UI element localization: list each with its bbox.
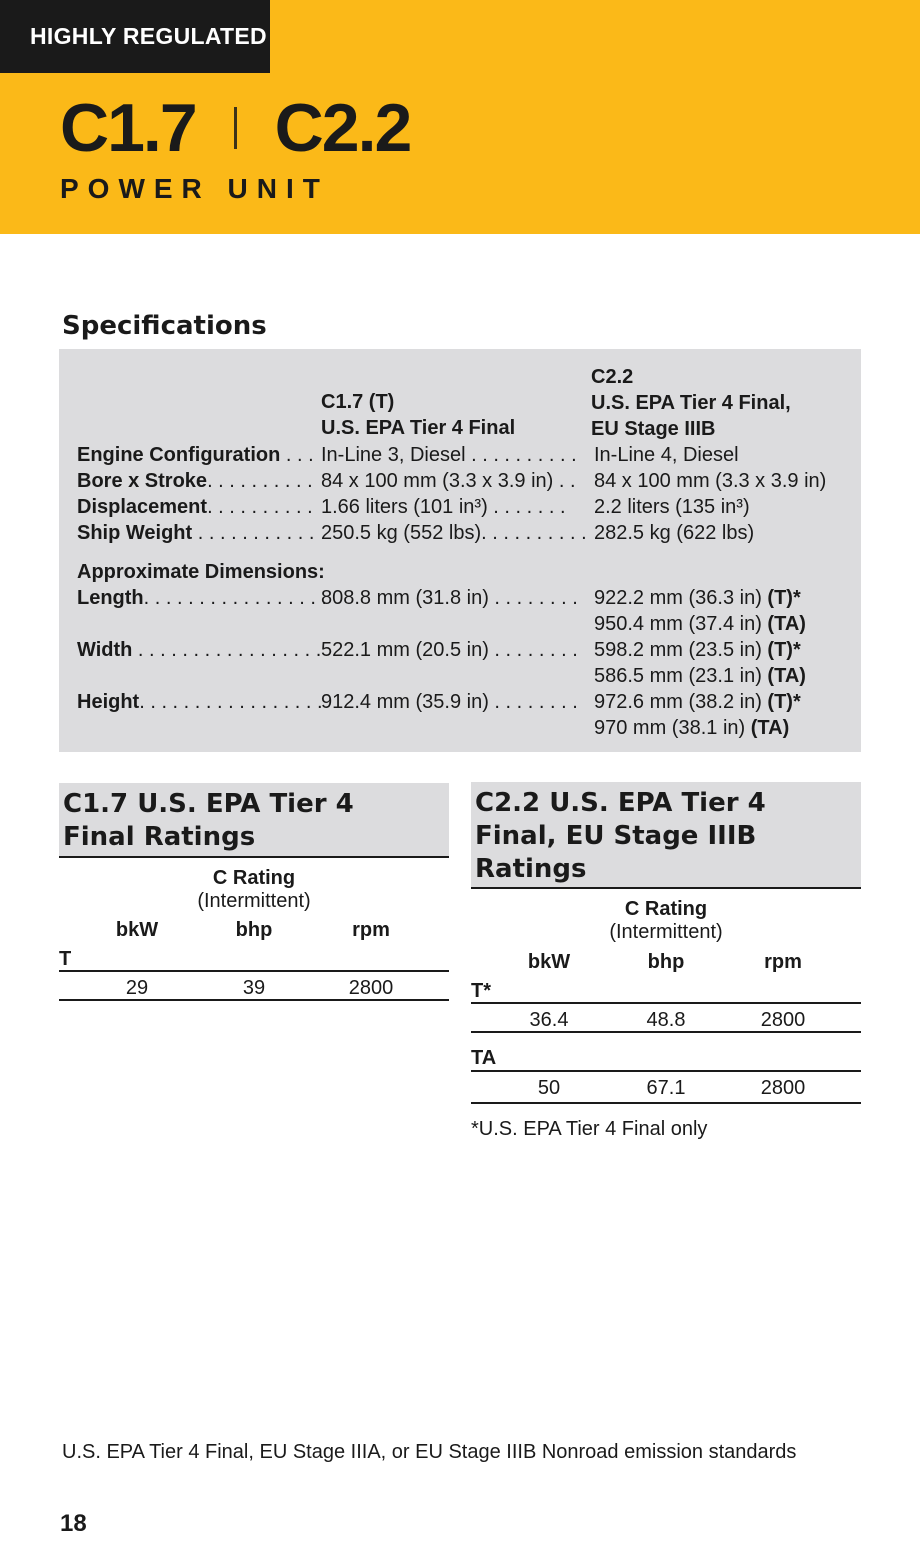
value-rpm: 2800 [348, 977, 394, 999]
value-rpm: 2800 [760, 1077, 806, 1099]
value-bkw: 29 [125, 977, 149, 999]
c22-rating-sub: (Intermittent) [609, 921, 723, 943]
spec-row: Displacement. . . . . . . . . . [77, 496, 313, 518]
value-bkw: 36.4 [529, 1009, 569, 1031]
dim-value: 522.1 mm (20.5 in) . . . . . . . . [321, 639, 578, 661]
spec-value: 1.66 liters (101 in³) . . . . . . . [321, 496, 566, 518]
c17-header-line1: C1.7 (T) [321, 391, 395, 413]
dim-row: Width . . . . . . . . . . . . . . . . . [77, 639, 322, 661]
c22-ratings-heading: C2.2 U.S. EPA Tier 4 Final, EU Stage IIIB Ratings [471, 782, 861, 887]
model-c22: C2.2 [274, 90, 411, 166]
spec-row: Engine Configuration . . . [77, 444, 314, 466]
value-bkw: 50 [537, 1077, 561, 1099]
spec-value: In-Line 4, Diesel [594, 444, 739, 466]
c17-header-line2: U.S. EPA Tier 4 Final [321, 417, 516, 439]
dim-value: 972.6 mm (38.2 in) (T)* [594, 691, 801, 713]
group-label: T* [471, 980, 491, 1002]
spec-row: Ship Weight . . . . . . . . . . . [77, 522, 315, 544]
spec-value: 250.5 kg (552 lbs). . . . . . . . . . [321, 522, 587, 544]
divider [471, 1002, 861, 1004]
c22-header-line2: U.S. EPA Tier 4 Final, [591, 392, 791, 414]
group-label: TA [471, 1047, 497, 1069]
c17-rating-sub: (Intermittent) [197, 890, 311, 912]
dim-value: 586.5 mm (23.1 in) (TA) [594, 665, 806, 687]
spec-value: In-Line 3, Diesel . . . . . . . . . . [321, 444, 577, 466]
c17-rating-label: C Rating [212, 867, 296, 889]
dim-value: 950.4 mm (37.4 in) (TA) [594, 613, 806, 635]
dim-value: 922.2 mm (36.3 in) (T)* [594, 587, 801, 609]
specifications-table [59, 349, 861, 752]
spec-row: Bore x Stroke. . . . . . . . . . [77, 470, 313, 492]
dim-value: 808.8 mm (31.8 in) . . . . . . . . [321, 587, 578, 609]
group-label: T [59, 948, 72, 970]
model-c17: C1.7 [60, 90, 196, 166]
divider [471, 1031, 861, 1033]
value-rpm: 2800 [760, 1009, 806, 1031]
dim-value: 970 mm (38.1 in) (TA) [594, 717, 790, 739]
col-header-rpm: rpm [764, 951, 802, 973]
c22-header-line1: C2.2 [591, 366, 634, 388]
divider [471, 887, 861, 889]
spec-value: 84 x 100 mm (3.3 x 3.9 in) [594, 470, 827, 492]
c17-ratings-heading: C1.7 U.S. EPA Tier 4 Final Ratings [59, 783, 449, 856]
divider [59, 999, 449, 1001]
highly-regulated-tag: HIGHLY REGULATED [0, 0, 270, 73]
spec-value: 84 x 100 mm (3.3 x 3.9 in) . . [321, 470, 576, 492]
value-bhp: 67.1 [646, 1077, 686, 1099]
col-header-bhp: bhp [235, 919, 273, 941]
c22-rating-label: C Rating [624, 898, 708, 920]
divider [471, 1102, 861, 1104]
col-header-rpm: rpm [352, 919, 390, 941]
page-number: 18 [60, 1510, 87, 1537]
spec-value: 2.2 liters (135 in³) [594, 496, 750, 518]
c22-header-line3: EU Stage IIIB [591, 418, 716, 440]
value-bhp: 39 [242, 977, 266, 999]
divider [59, 856, 449, 858]
page-subtitle: POWER UNIT [60, 173, 329, 204]
value-bhp: 48.8 [646, 1009, 686, 1031]
title-divider [234, 107, 237, 149]
divider [59, 970, 449, 972]
dim-row: Height. . . . . . . . . . . . . . . . . [77, 691, 323, 713]
col-header-bkw: bkW [115, 919, 159, 941]
emission-standards-note: U.S. EPA Tier 4 Final, EU Stage IIIA, or EU Stage IIIB Nonroad emission standards [62, 1441, 797, 1463]
spec-value: 282.5 kg (622 lbs) [594, 522, 755, 544]
ratings-footnote: *U.S. EPA Tier 4 Final only [471, 1118, 708, 1140]
dimensions-heading: Approximate Dimensions: [77, 561, 325, 583]
divider [471, 1070, 861, 1072]
page-title [60, 88, 410, 168]
specifications-heading: Specifications [62, 311, 267, 341]
col-header-bkw: bkW [527, 951, 571, 973]
col-header-bhp: bhp [647, 951, 685, 973]
dim-value: 598.2 mm (23.5 in) (T)* [594, 639, 801, 661]
dim-value: 912.4 mm (35.9 in) . . . . . . . . [321, 691, 578, 713]
dim-row: Length. . . . . . . . . . . . . . . . . [77, 587, 328, 609]
